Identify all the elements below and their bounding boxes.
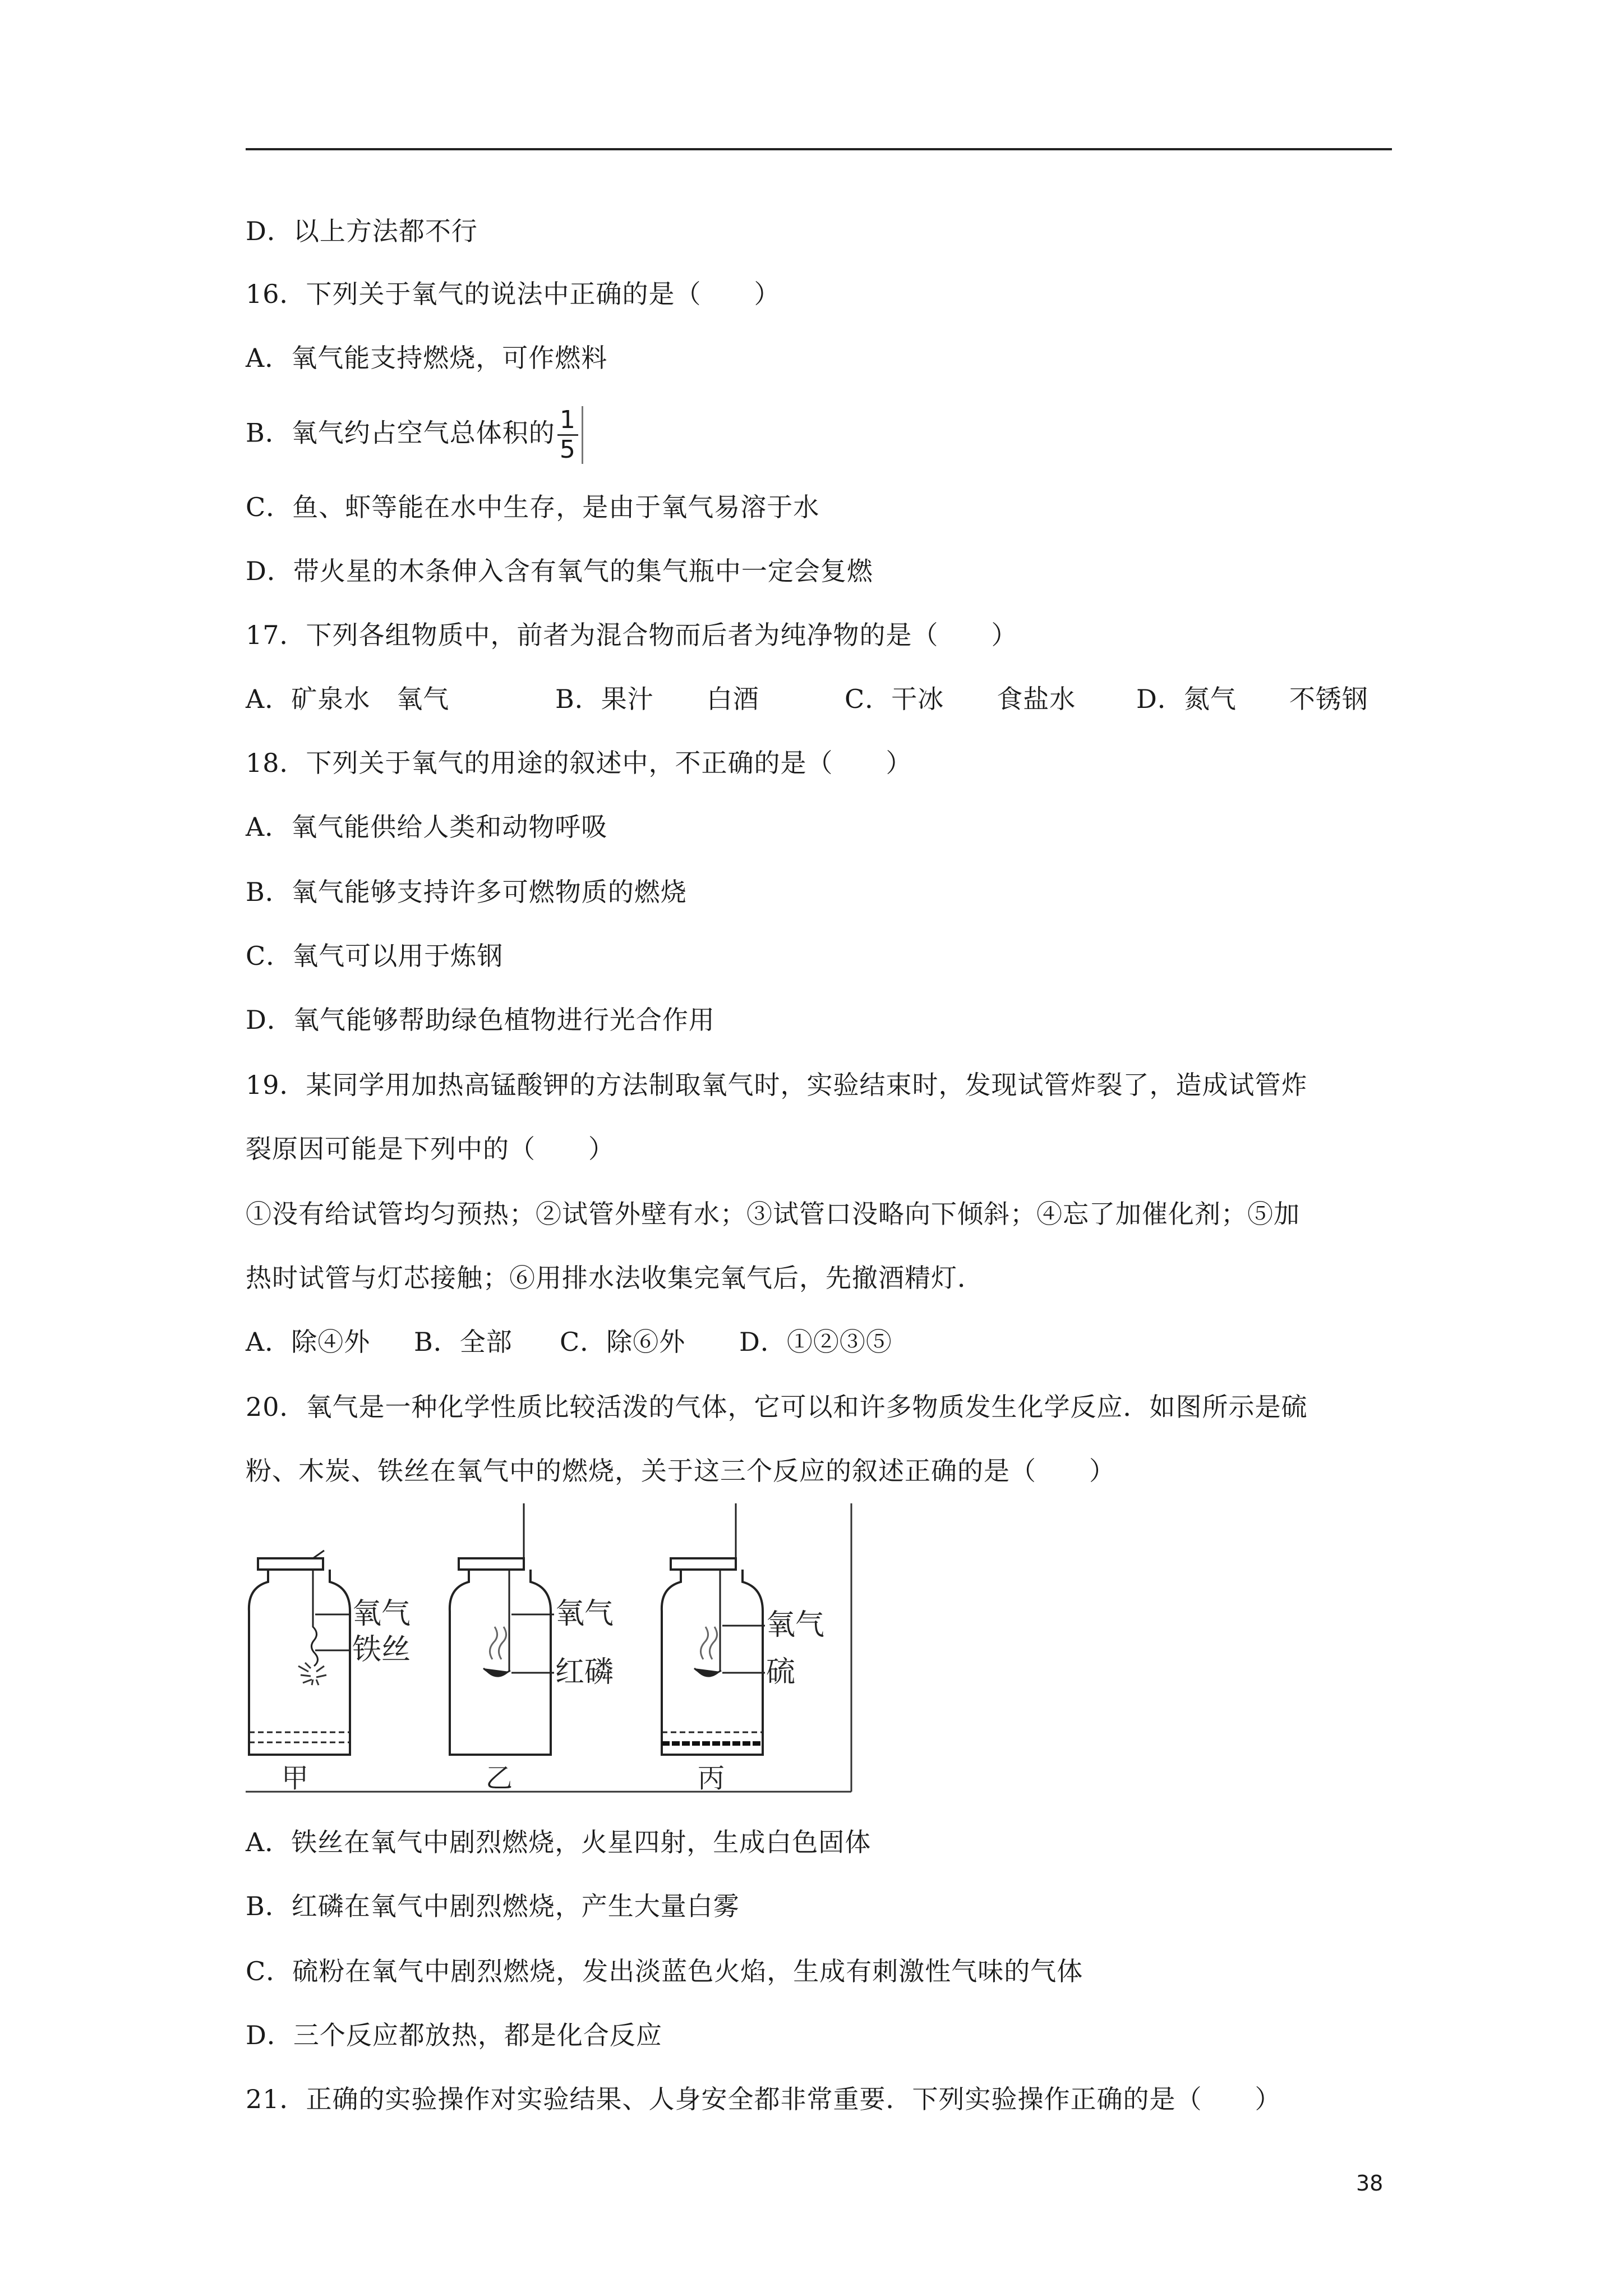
q20-option-c: C．硫粉在氧气中剧烈燃烧，发出淡蓝色火焰，生成有刺激性气味的气体 (246, 1956, 1083, 1986)
q17-option-d: D．氮气 不锈钢 (1136, 684, 1368, 714)
fraction-one-fifth (557, 406, 583, 464)
q19-conditions-line-2: 热时试管与灯芯接触；⑥用排水法收集完氧气后，先撤酒精灯． (246, 1263, 984, 1293)
jar-yi-gas-label: 氧气 (555, 1597, 614, 1631)
q17-option-c: C．干冰 食盐水 (845, 684, 1076, 714)
q16-option-d: D．带火星的木条伸入含有氧气的集气瓶中一定会复燃 (246, 556, 873, 586)
q18-option-d: D．氧气能够帮助绿色植物进行光合作用 (246, 1005, 715, 1035)
q19-option-b: B．全部 (414, 1327, 513, 1357)
jar-bing-caption: 丙 (698, 1763, 725, 1793)
q20-stem-line-1: 20．氧气是一种化学性质比较活泼的气体，它可以和许多物质发生化学反应．如图所示是硫 (246, 1392, 1308, 1422)
q19-stem-line-1: 19．某同学用加热高锰酸钾的方法制取氧气时，实验结束时，发现试管炸裂了，造成试管炸 (246, 1070, 1308, 1100)
jar-jia-gas-label: 氧气 (352, 1597, 411, 1631)
q18-option-c: C．氧气可以用于炼钢 (246, 941, 504, 971)
header-rule (246, 148, 1392, 150)
q20-stem-line-2: 粉、木炭、铁丝在氧气中的燃烧，关于这三个反应的叙述正确的是（ ） (246, 1456, 1115, 1486)
q17-option-b: B．果汁 白酒 (555, 684, 759, 714)
jar-bing (662, 1503, 824, 1793)
jar-bing-substance-label: 硫 (766, 1655, 796, 1689)
q19-options (246, 1325, 892, 1359)
q20-option-a: A．铁丝在氧气中剧烈燃烧，火星四射，生成白色固体 (246, 1827, 872, 1857)
fraction-denominator: 5 (559, 435, 576, 464)
q16-option-c: C．鱼、虾等能在水中生存，是由于氧气易溶于水 (246, 492, 820, 522)
q19-option-d: D．①②③⑤ (739, 1327, 892, 1357)
q17-stem: 17．下列各组物质中，前者为混合物而后者为纯净物的是（ ） (246, 620, 1018, 650)
q16-option-b (246, 406, 583, 464)
jar-yi-caption: 乙 (486, 1763, 513, 1793)
q20-option-b: B．红磷在氧气中剧烈燃烧，产生大量白雾 (246, 1891, 740, 1921)
q19-conditions-line-1: ①没有给试管均匀预热；②试管外壁有水；③试管口没略向下倾斜；④忘了加催化剂；⑤加 (246, 1199, 1300, 1229)
q19-stem-line-2: 裂原因可能是下列中的（ ） (246, 1134, 615, 1164)
jar-jia-caption: 甲 (282, 1763, 309, 1793)
q20-option-d: D．三个反应都放热，都是化合反应 (246, 2020, 662, 2050)
q19-option-c: C．除⑥外 (560, 1327, 686, 1357)
q18-option-a: A．氧气能供给人类和动物呼吸 (246, 812, 608, 842)
q16-stem: 16．下列关于氧气的说法中正确的是（ ） (246, 279, 781, 309)
jar-jia-substance-label: 铁丝 (352, 1633, 411, 1667)
q18-stem: 18．下列关于氧气的用途的叙述中，不正确的是（ ） (246, 748, 912, 778)
jar-yi (450, 1503, 614, 1793)
q17-option-a: A．矿泉水 氧气 (246, 684, 450, 714)
page-number: 38 (1356, 2171, 1384, 2196)
fraction-numerator: 1 (557, 406, 578, 436)
combustion-jars-figure (246, 1503, 852, 1793)
jar-bing-gas-label: 氧气 (766, 1608, 825, 1642)
q16-option-b-text: B．氧气约占空气总体积的 (246, 417, 555, 448)
q16-option-a: A．氧气能支持燃烧，可作燃料 (246, 343, 608, 373)
q17-options (246, 682, 1368, 716)
jar-jia (249, 1550, 411, 1793)
q18-option-b: B．氧气能够支持许多可燃物质的燃烧 (246, 877, 687, 907)
q15-option-d: D．以上方法都不行 (246, 216, 478, 246)
q19-option-a: A．除④外 (246, 1327, 371, 1357)
q21-stem: 21．正确的实验操作对实验结果、人身安全都非常重要．下列实验操作正确的是（ ） (246, 2084, 1281, 2114)
jar-yi-substance-label: 红磷 (555, 1655, 614, 1689)
